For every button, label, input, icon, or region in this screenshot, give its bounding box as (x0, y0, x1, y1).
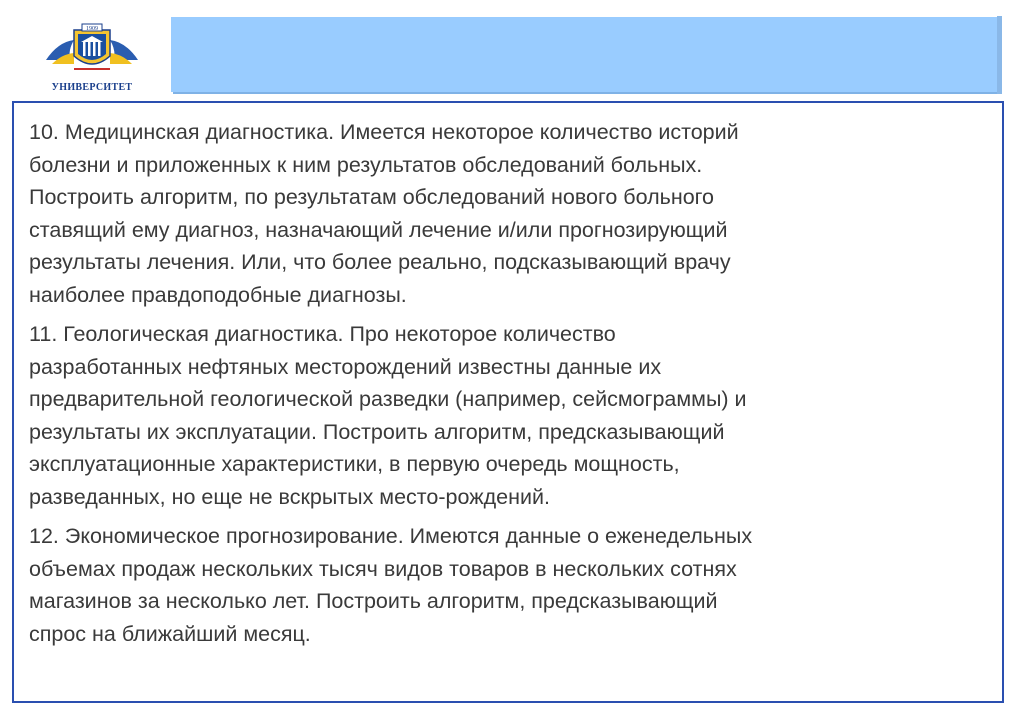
paragraph-geological-diagnostics: 11. Геологическая диагностика. Про некоторое количество разработанных нефтяных месторождений известны данные их предварительной геологической разведки (например, сейсмограммы) и результаты их эксплуатации. Построить алгоритм, предсказывающий эксплуатационные характеристики, в первую очередь мощность, разведанных, но еще не вскрытых место-рождений. (29, 322, 747, 509)
university-logo (44, 20, 140, 98)
title-bar (171, 16, 999, 92)
university-emblem-icon (44, 20, 140, 76)
paragraph-economic-forecasting: 12. Экономическое прогнозирование. Имеются данные о еженедельных объемах продаж нескольких тысяч видов товаров в нескольких сотнях магазинов за несколько лет. Построить алгоритм, предсказывающий спрос на ближайший месяц. (29, 524, 753, 646)
logo-year: 1909 (86, 26, 98, 32)
paragraph-medical-diagnostics: 10. Медицинская диагностика. Имеется некоторое количество историй болезни и приложенных к ним результатов обследований больных. Построить алгоритм, по результатам обследований нового больного ставящий ему диагноз, назначающий лечение и/или прогнозирующий результаты лечения. Или, что более реально, подсказывающий врачу наиболее правдоподобные диагнозы. (29, 120, 739, 307)
logo-caption: УНИВЕРСИТЕТ (51, 82, 133, 93)
slide-body (29, 116, 999, 657)
title-bar-edge (997, 16, 1002, 94)
